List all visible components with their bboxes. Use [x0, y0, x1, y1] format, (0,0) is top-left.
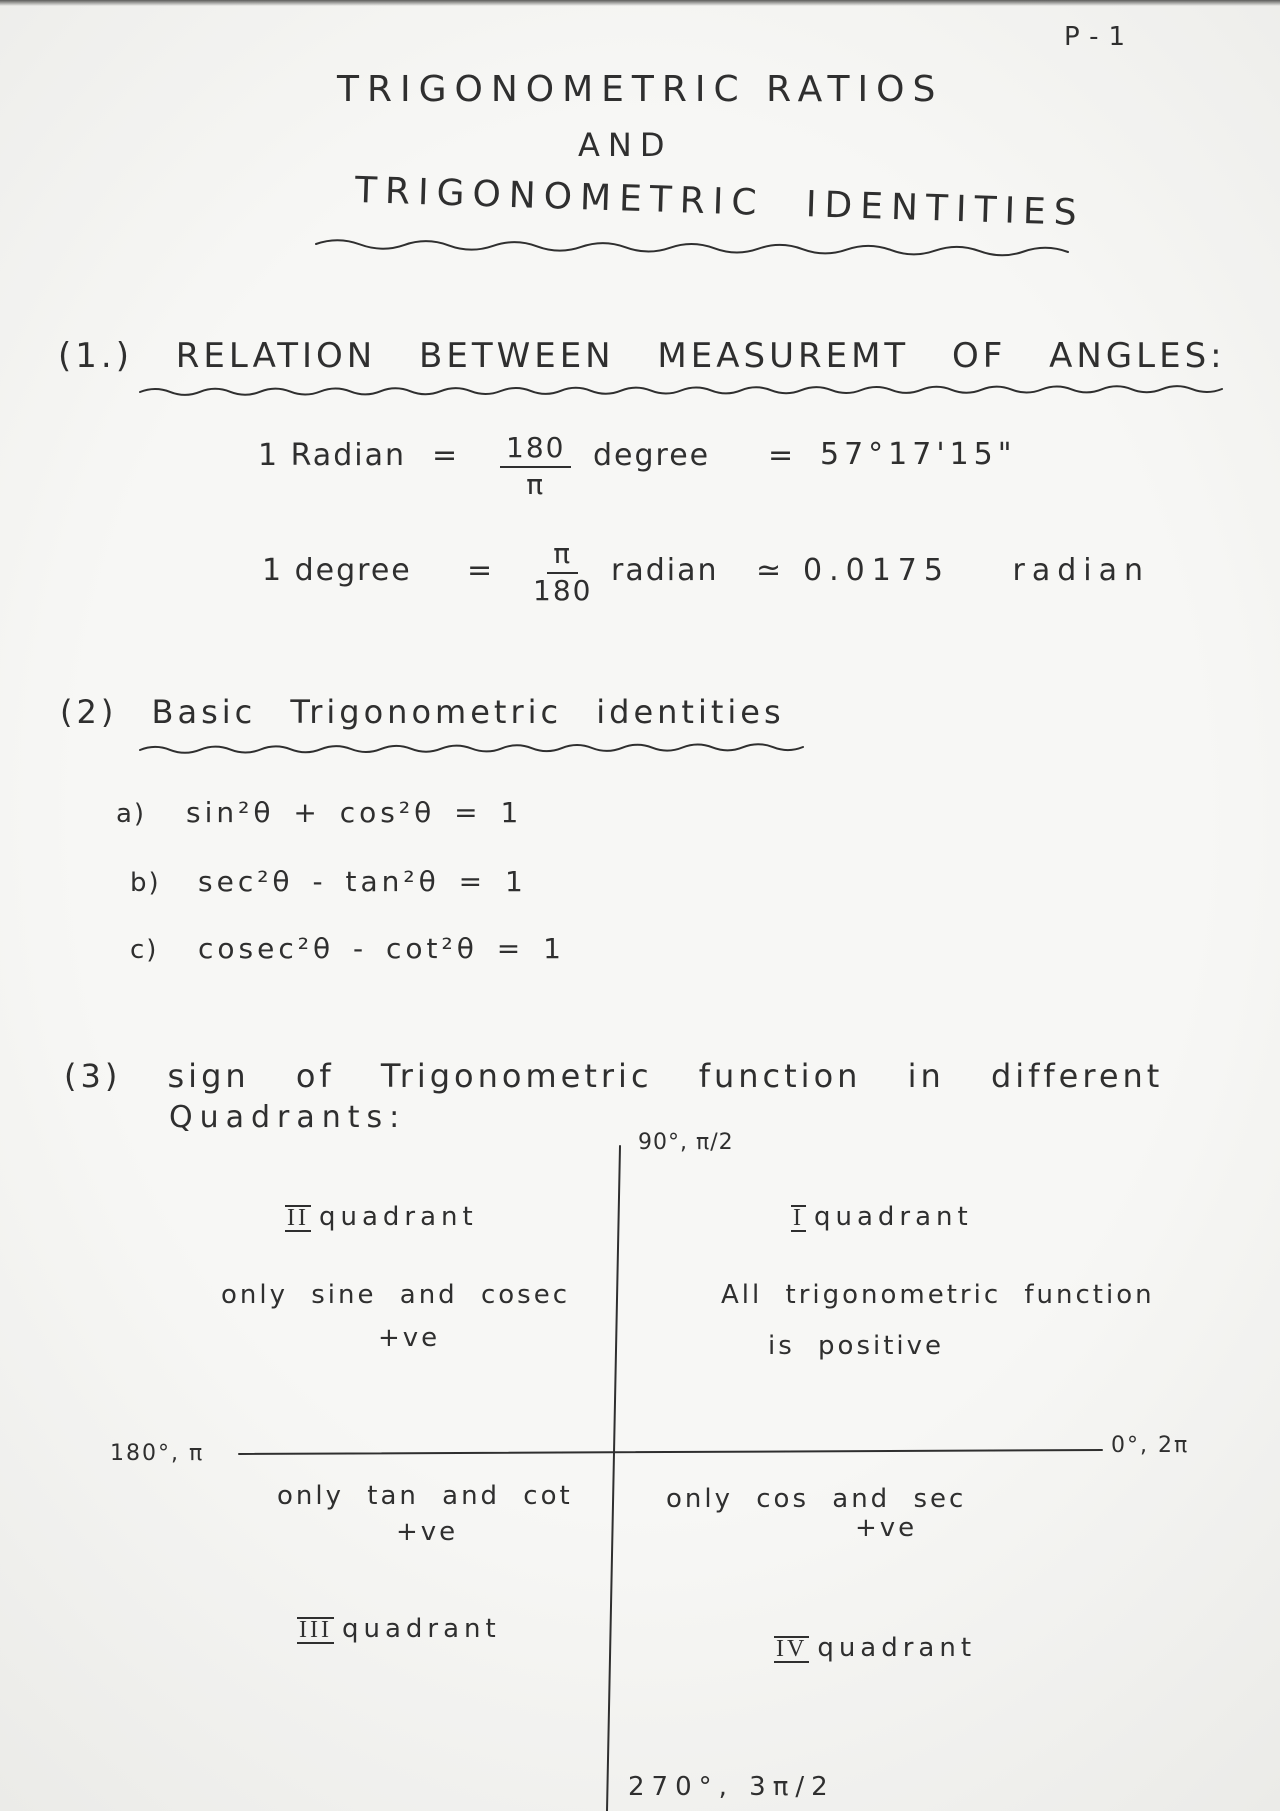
radian-unit: degree	[593, 438, 711, 473]
fraction-numerator: π	[547, 540, 578, 574]
identity-label: c)	[130, 935, 159, 965]
quadrant-3-rule: only tan and cot	[277, 1481, 573, 1511]
title-line-1: TRIGONOMETRIC RATIOS	[337, 69, 944, 110]
quadrant-1-rule: All trigonometric function	[721, 1280, 1155, 1310]
title-line-3: TRIGONOMETRIC IDENTITIES	[354, 170, 1086, 234]
identity-label: b)	[130, 868, 161, 898]
section-1-wavy-underline	[140, 386, 1222, 395]
identity-expression: sec²θ - tan²θ = 1	[198, 865, 527, 898]
degree-unit: radian	[611, 553, 719, 588]
quadrant-x-axis	[239, 1450, 1102, 1454]
degree-value: 0.0175 radian	[803, 553, 1150, 588]
fraction-pi-over-180	[533, 537, 593, 607]
section-2-wavy-underline	[140, 744, 803, 753]
equals-sign: =	[768, 438, 796, 473]
axis-label-bottom: 270°, 3π/2	[628, 1772, 835, 1802]
section-3-heading-line-1: (3) sign of Trigonometric function in different	[64, 1057, 1164, 1095]
quadrant-2-rule-sign: +ve	[378, 1323, 441, 1353]
approx-sign: ≃	[756, 553, 784, 588]
section-1-heading: (1.) RELATION BETWEEN MEASUREMT OF ANGLES:	[58, 336, 1226, 376]
degree-lhs: 1 degree	[262, 553, 412, 588]
fraction-numerator: 180	[500, 434, 571, 468]
equals-sign: =	[432, 438, 460, 473]
quadrant-word: quadrant	[817, 1633, 977, 1663]
fraction-denominator: π	[526, 468, 546, 501]
quadrant-4-rule: only cos and sec	[666, 1484, 967, 1514]
equals-sign: =	[467, 553, 495, 588]
quadrant-numeral: I	[793, 1205, 804, 1231]
quadrant-4-rule-sign: +ve	[855, 1513, 918, 1543]
identity-expression: cosec²θ - cot²θ = 1	[198, 932, 565, 965]
axis-label-top: 90°, π/2	[638, 1130, 734, 1155]
quadrant-numeral: II	[287, 1205, 309, 1231]
quadrant-numeral: III	[299, 1617, 332, 1643]
quadrant-3-title	[297, 1616, 501, 1644]
section-3-heading-line-2: Quadrants:	[169, 1100, 407, 1135]
quadrant-3-rule-sign: +ve	[396, 1517, 459, 1547]
quadrant-2-title	[285, 1204, 478, 1232]
radian-value: 57°17'15"	[820, 437, 1017, 472]
title-wavy-underline	[316, 240, 1068, 255]
radian-lhs: 1 Radian	[258, 438, 406, 473]
title-line-2: AND	[578, 126, 673, 164]
identity-label: a)	[116, 799, 147, 829]
quadrant-word: quadrant	[814, 1202, 973, 1232]
quadrant-y-axis	[607, 1146, 620, 1811]
axis-label-right: 0°, 2π	[1111, 1433, 1190, 1458]
fraction-180-over-pi	[500, 431, 571, 501]
axis-label-left: 180°, π	[110, 1441, 205, 1466]
quadrant-1-title	[791, 1204, 973, 1232]
quadrant-2-rule: only sine and cosec	[221, 1280, 570, 1310]
quadrant-1-rule-sign: is positive	[768, 1331, 945, 1361]
fraction-denominator: 180	[533, 574, 593, 607]
quadrant-word: quadrant	[318, 1202, 478, 1232]
section-2-heading: (2) Basic Trigonometric identities	[60, 693, 785, 731]
identity-expression: sin²θ + cos²θ = 1	[186, 796, 523, 829]
paper-top-shadow	[0, 0, 1280, 6]
page-number: P-1	[1064, 22, 1136, 52]
quadrant-numeral: IV	[776, 1636, 808, 1662]
quadrant-word: quadrant	[341, 1614, 501, 1644]
quadrant-4-title	[774, 1635, 976, 1663]
